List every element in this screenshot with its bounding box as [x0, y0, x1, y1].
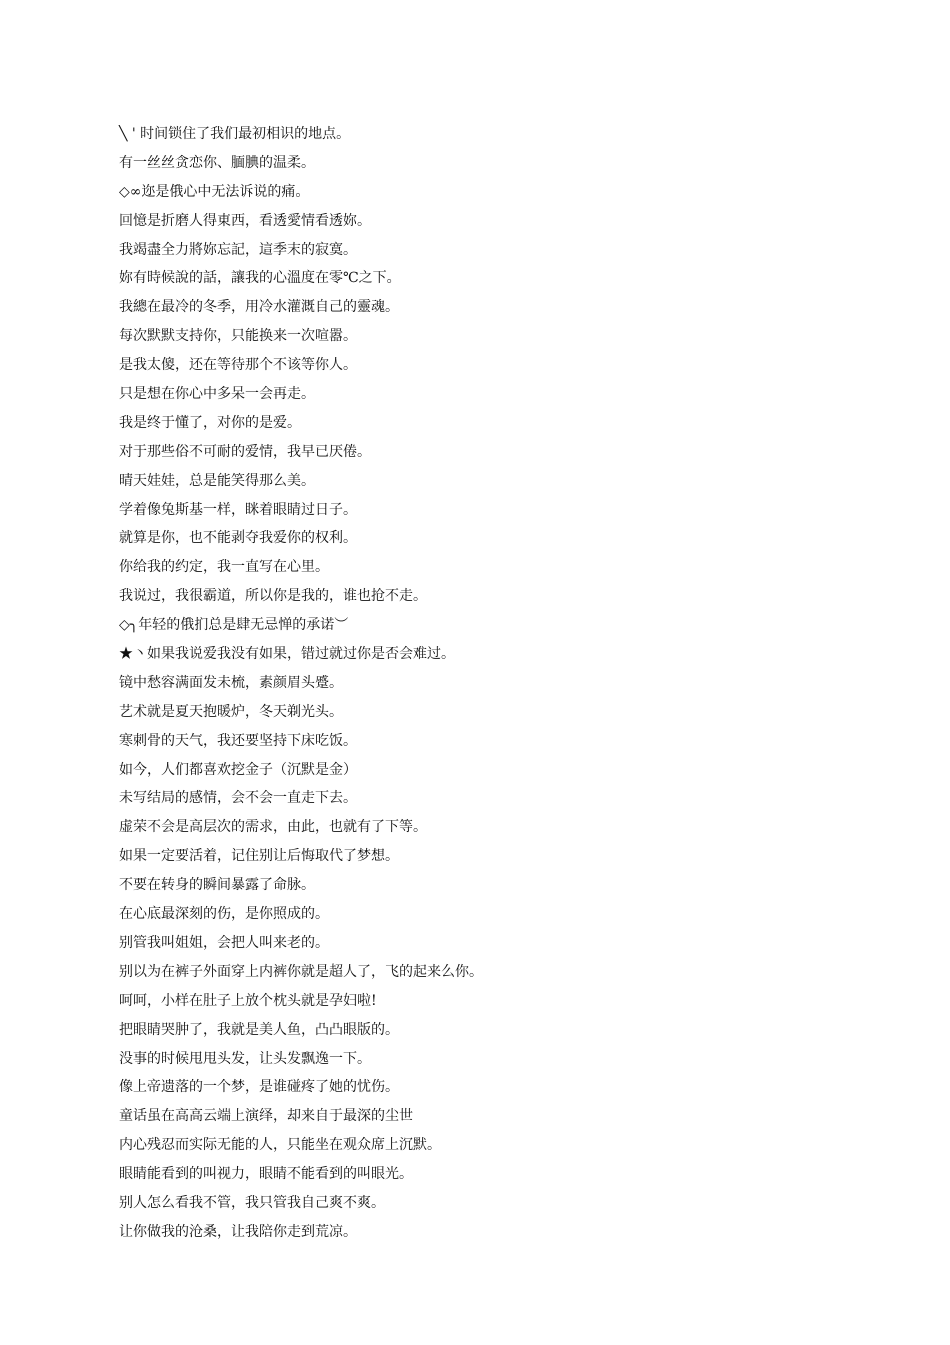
text-line: 未写结局的感情，会不会一直走下去。 — [119, 790, 357, 807]
text-line: 内心残忍而实际无能的人，只能坐在观众席上沉默。 — [119, 1137, 441, 1154]
text-line: 妳有時候說的話，讓我的心溫度在零℃之下。 — [119, 270, 401, 287]
text-line: 我竭盡全力將妳忘記，這季末的寂寞。 — [119, 241, 357, 258]
text-lines — [119, 120, 899, 1247]
text-line: 没事的时候甩甩头发，让头发飘逸一下。 — [119, 1050, 371, 1067]
text-line: 呵呵，小样在肚子上放个枕头就是孕妇啦! — [119, 992, 377, 1009]
text-line: 像上帝遗落的一个梦，是谁碰疼了她的忧伤。 — [119, 1079, 399, 1096]
text-line: 对于那些俗不可耐的爱情，我早已厌倦。 — [119, 443, 371, 460]
text-line: 眼睛能看到的叫视力，眼睛不能看到的叫眼光。 — [119, 1166, 413, 1183]
text-line: 不要在转身的瞬间暴露了命脉。 — [119, 877, 315, 894]
text-line: 如果一定要活着，记住别让后悔取代了梦想。 — [119, 848, 399, 865]
text-line: ╲ ' 时间锁住了我们最初相识的地点。 — [119, 126, 351, 142]
text-line: 艺术就是夏天抱暖炉，冬天剃光头。 — [119, 703, 343, 720]
text-line: 寒刺骨的天气，我还要坚持下床吃饭。 — [119, 732, 357, 749]
text-line: 童话虽在高高云端上演绎，却来自于最深的尘世 — [119, 1108, 413, 1125]
text-line: 别人怎么看我不管，我只管我自己爽不爽。 — [119, 1194, 385, 1211]
text-line: ★丶如果我说爱我没有如果，错过就过你是否会难过。 — [119, 646, 455, 663]
text-line: 别以为在裤子外面穿上内裤你就是超人了，飞的起来么你。 — [119, 963, 483, 980]
text-line: 只是想在你心中多呆一会再走。 — [119, 386, 315, 403]
text-line: 晴天娃娃，总是能笑得那么美。 — [119, 472, 315, 489]
text-line: 在心底最深刻的伤，是你照成的。 — [119, 906, 329, 923]
text-line: 我说过，我很霸道，所以你是我的，谁也抢不走。 — [119, 588, 427, 605]
text-line: 让你做我的沧桑，让我陪你走到荒凉。 — [119, 1223, 357, 1240]
text-line: ◇╮年轻的俄扪总是肆无忌惮的承诺︶ — [119, 617, 349, 634]
text-line: 如今，人们都喜欢挖金子（沉默是金） — [119, 761, 357, 778]
text-line: 回憶是折磨人得東西，看透愛情看透妳。 — [119, 212, 371, 229]
text-line: 有一丝丝贪恋你、腼腆的温柔。 — [119, 154, 315, 171]
text-line: 虚荣不会是高层次的需求，由此，也就有了下等。 — [119, 819, 427, 836]
text-line: 是我太傻，还在等待那个不该等你人。 — [119, 357, 357, 374]
text-line: 我總在最冷的冬季，用冷水灌溉自己的靈魂。 — [119, 299, 399, 316]
text-line: 你给我的约定，我一直写在心里。 — [119, 559, 329, 576]
text-line: 别管我叫姐姐，会把人叫来老的。 — [119, 934, 329, 951]
text-line: 学着像兔斯基一样，眯着眼睛过日子。 — [119, 501, 357, 518]
text-line: 每次默默支持你，只能换来一次喧嚣。 — [119, 328, 357, 345]
text-line: 就算是你，也不能剥夺我爱你的权利。 — [119, 530, 357, 547]
text-line: ◇∞迩是俄心中无法诉说的痛。 — [119, 183, 310, 200]
text-line: 镜中愁容满面发未梳，素颜眉头蹙。 — [119, 674, 343, 691]
text-line: 把眼睛哭肿了，我就是美人鱼，凸凸眼版的。 — [119, 1021, 399, 1038]
text-line: 我是终于懂了，对你的是爱。 — [119, 414, 301, 431]
